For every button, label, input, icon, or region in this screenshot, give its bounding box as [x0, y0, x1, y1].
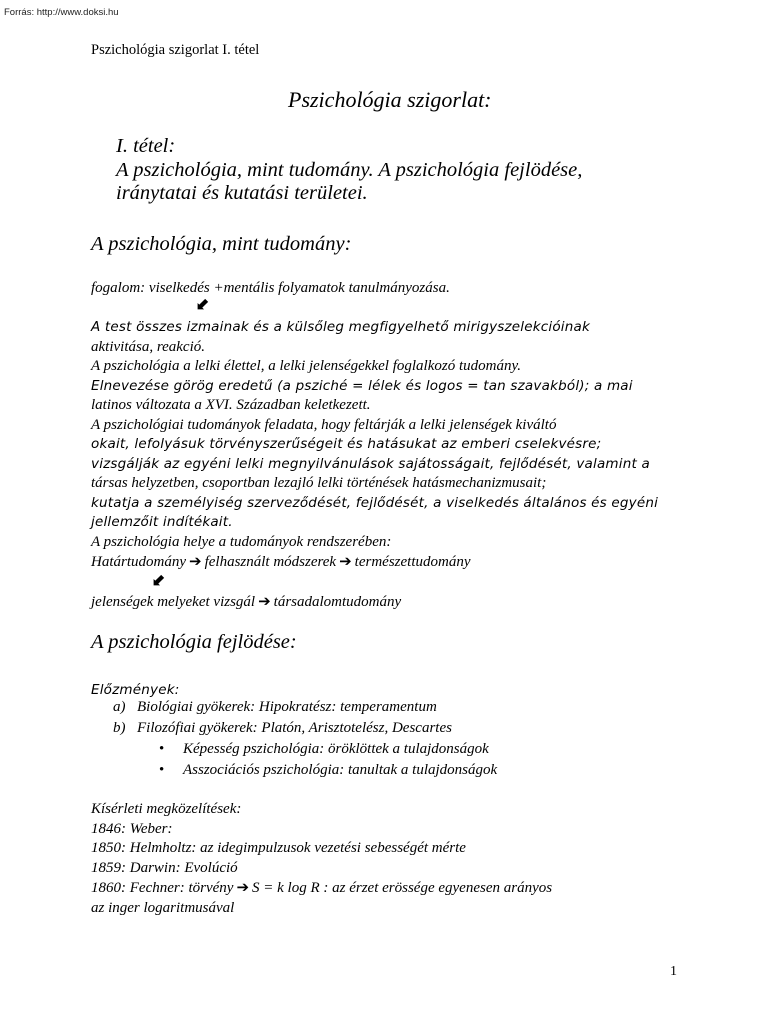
- event-line: 1850: Helmholtz: az idegimpulzusok vezetési sebességét mérte: [91, 840, 466, 856]
- event-line: az inger logaritmusával: [91, 899, 235, 916]
- tetel-block: [116, 135, 582, 206]
- source-label: Forrás: http://www.doksi.hu: [4, 7, 119, 18]
- list-item-text: Biológiai gyökerek: Hipokratész: temperamentum: [137, 699, 437, 715]
- list-marker: b): [113, 720, 126, 736]
- right-arrow-icon: ➔: [258, 592, 271, 610]
- definition-line: A pszichológia helye a tudományok rendszerében:: [91, 533, 392, 550]
- bullet-item: [159, 739, 497, 760]
- roots-list: [113, 697, 452, 739]
- bullet-icon: •: [159, 741, 165, 757]
- definition-line: A pszichológia a lelki élettel, a lelki jelenségekkel foglalkozó tudomány.: [91, 358, 522, 374]
- right-arrow-icon: ➔: [236, 878, 250, 896]
- event-line: [91, 878, 552, 899]
- definition-line: okait, lefolyásuk törvényszerűségeit és hatásukat az emberi cselekvésre;: [91, 436, 602, 452]
- list-item: [113, 718, 452, 739]
- experiments-heading: Kísérleti megközelítések:: [91, 801, 242, 817]
- list-item: [113, 697, 452, 718]
- flow-line-2: [91, 592, 401, 613]
- document-title: Pszichológia szigorlat:: [288, 87, 492, 112]
- bullet-icon: •: [159, 762, 165, 778]
- flow-term: felhasznált módszerek: [204, 554, 337, 570]
- tetel-subject-line-1: A pszichológia, mint tudomány. A pszichológia fejlödése,: [116, 158, 583, 181]
- down-left-arrow-icon: ⬋: [152, 570, 167, 590]
- list-item-text: Filozófiai gyökerek: Platón, Arisztotelész, Descartes: [137, 720, 452, 736]
- tetel-subject-line-2: iránytatai és kutatási területei.: [116, 182, 368, 204]
- flow-line-1: [91, 552, 658, 573]
- list-marker: a): [113, 699, 126, 715]
- flow-term: Határtudomány: [91, 554, 186, 570]
- event-line: 1859: Darwin: Evolúció: [91, 859, 238, 876]
- fogalom-line: fogalom: viselkedés +mentális folyamatok tanulmányozása.: [91, 280, 450, 296]
- bullet-text: Képesség pszichológia: öröklöttek a tulajdonságok: [183, 741, 489, 757]
- flow-term: természettudomány: [354, 554, 471, 570]
- flow-term: társadalomtudomány: [273, 594, 402, 610]
- page-header: Pszichológia szigorlat I. tétel: [91, 42, 260, 58]
- definition-line: A test összes izmainak és a külsőleg megfigyelhető mirigyszelekcióinak: [91, 319, 591, 335]
- definition-line: Elnevezése görög eredetű (a psziché = lélek és logos = tan szavakból); a mai: [91, 377, 633, 394]
- definition-line: jellemzőit indítékait.: [91, 514, 233, 530]
- definition-line: latinos változata a XVI. Században keletkezett.: [91, 397, 371, 413]
- bullet-item: [159, 760, 497, 781]
- elozmenyek-label: Előzmények:: [91, 682, 180, 698]
- definition-block: [91, 318, 658, 573]
- right-arrow-icon: ➔: [339, 552, 352, 570]
- right-arrow-icon: ➔: [189, 552, 202, 570]
- definition-line: aktivitása, reakció.: [91, 338, 205, 355]
- section-heading-fejlodes: A pszichológia fejlödése:: [91, 631, 297, 653]
- fechner-law: S = k log R : az érzet erössége egyenesen arányos: [252, 880, 553, 896]
- definition-line: vizsgálják az egyéni lelki megnyilvánulások sajátosságait, fejlődését, valamint a: [91, 455, 650, 472]
- flow-term: jelenségek melyeket vizsgál: [91, 594, 256, 610]
- definition-line: kutatja a személyiség szerveződését, fejlődését, a viselkedés általános és egyéni: [91, 494, 659, 511]
- section-heading-tudomany: A pszichológia, mint tudomány:: [91, 233, 352, 255]
- page-number: 1: [670, 964, 677, 979]
- experiments-block: [91, 800, 552, 918]
- fechner-text: 1860: Fechner: törvény: [91, 880, 234, 896]
- definition-line: A pszichológiai tudományok feladata, hogy feltárják a lelki jelenségek kiváltó: [91, 416, 557, 433]
- definition-line: társas helyzetben, csoportban lezajló lelki történések hatásmechanizmusait;: [91, 475, 547, 491]
- down-left-arrow-icon: ⬋: [196, 294, 211, 314]
- bullet-list: [159, 739, 497, 781]
- tetel-label: I. tétel:: [116, 135, 176, 157]
- event-line: 1846: Weber:: [91, 820, 173, 837]
- bullet-text: Asszociációs pszichológia: tanultak a tulajdonságok: [183, 762, 498, 778]
